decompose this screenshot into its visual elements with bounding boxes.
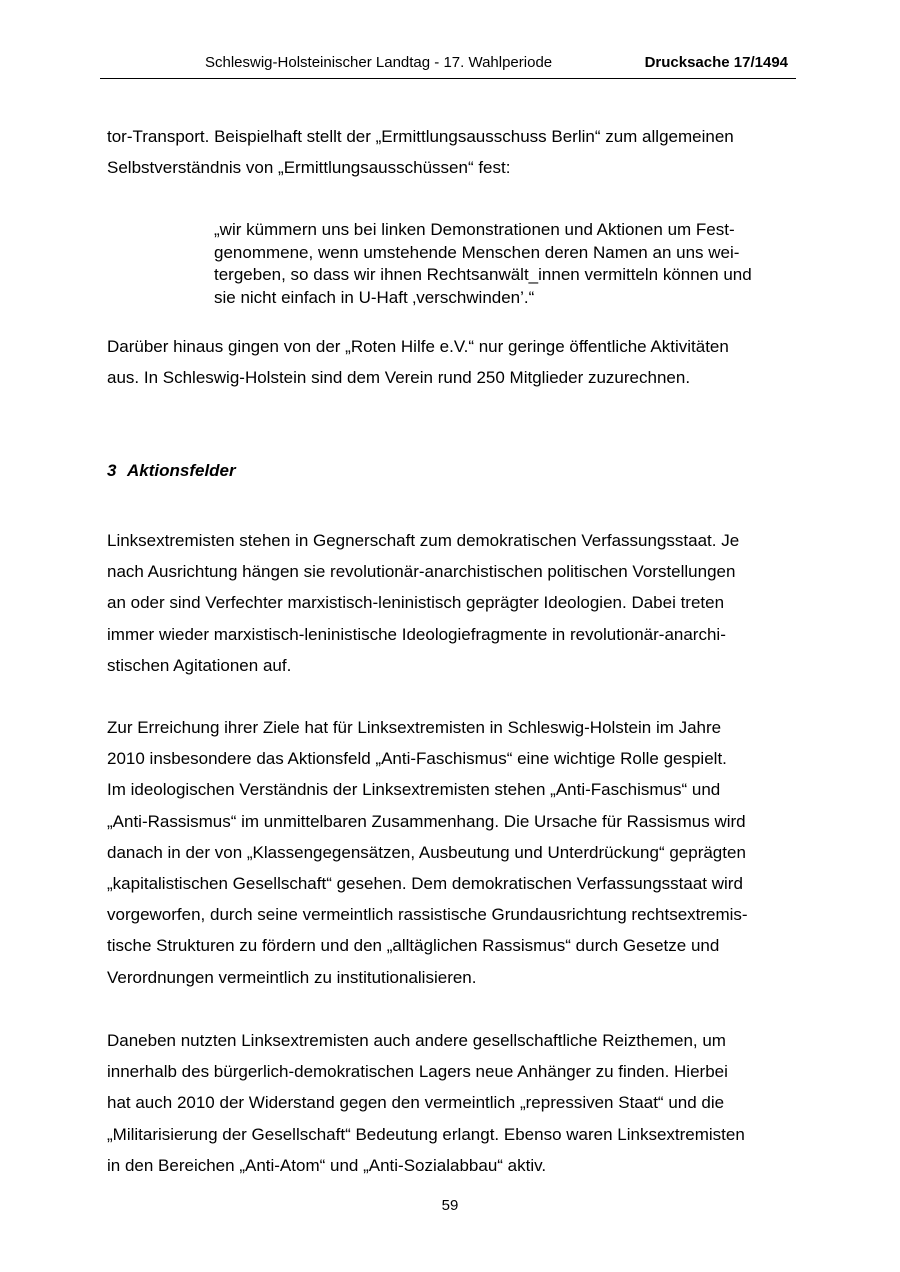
text-line: stischen Agitationen auf. [107,655,292,675]
quote-line: tergeben, so dass wir ihnen Rechtsanwält_innen vermitteln können und [214,265,752,284]
text-line: Selbstverständnis von „Ermittlungsausschüssen“ fest: [107,158,511,178]
text-line: Verordnungen vermeintlich zu institutionalisieren. [107,967,477,987]
section-title: Aktionsfelder [127,461,236,480]
block-quote [214,219,794,309]
text-line: tor-Transport. Beispielhaft stellt der „Ermittlungsausschuss Berlin“ zum allgemeinen [107,127,734,146]
quote-line: sie nicht einfach in U-Haft ‚verschwinden’.“ [214,287,535,307]
text-line: an oder sind Verfechter marxistisch-leninistisch geprägter Ideologien. Dabei treten [107,593,725,613]
text-line: Zur Erreichung ihrer Ziele hat für Linksextremisten in Schleswig-Holstein im Jahre [107,718,722,737]
text-line: nach Ausrichtung hängen sie revolutionär-anarchistischen politischen Vorstellungen [107,562,736,582]
paragraph-gegnerschaft [107,525,797,681]
section-number: 3 [107,461,117,480]
text-line: in den Bereichen „Anti-Atom“ und „Anti-Sozialabbau“ aktiv. [107,1155,547,1175]
paragraph-reizthemen [107,1025,797,1181]
text-line: „Militarisierung der Gesellschaft“ Bedeutung erlangt. Ebenso waren Linksextremisten [107,1124,745,1144]
paragraph-anti-faschismus [107,712,797,993]
text-line: vorgeworfen, durch seine vermeintlich rassistische Grundausrichtung rechtsextremis- [107,905,748,925]
document-number: Drucksache 17/1494 [644,54,788,71]
header-title: Schleswig-Holsteinischer Landtag - 17. Wahlperiode [205,54,553,71]
text-line: 2010 insbesondere das Aktionsfeld „Anti-Faschismus“ eine wichtige Rolle gespielt. [107,749,727,769]
text-line: hat auch 2010 der Widerstand gegen den vermeintlich „repressiven Staat“ und die [107,1093,725,1113]
text-line: innerhalb des bürgerlich-demokratischen Lagers neue Anhänger zu finden. Hierbei [107,1062,728,1082]
text-line: Daneben nutzten Linksextremisten auch andere gesellschaftliche Reizthemen, um [107,1031,726,1050]
quote-line: genommene, wenn umstehende Menschen deren Namen an uns wei- [214,242,740,262]
text-line: Linksextremisten stehen in Gegnerschaft zum demokratischen Verfassungsstaat. Je [107,531,740,550]
text-line: „Anti-Rassismus“ im unmittelbaren Zusammenhang. Die Ursache für Rassismus wird [107,811,746,831]
text-line: Im ideologischen Verständnis der Linksextremisten stehen „Anti-Faschismus“ und [107,780,721,800]
quote-line: „wir kümmern uns bei linken Demonstrationen und Aktionen um Fest- [214,220,735,239]
text-line: danach in der von „Klassengegensätzen, Ausbeutung und Unterdrückung“ geprägten [107,842,746,862]
text-line: immer wieder marxistisch-leninistische Ideologiefragmente in revolutionär-anarchi- [107,624,726,644]
text-line: Darüber hinaus gingen von der „Roten Hilfe e.V.“ nur geringe öffentliche Aktivitäten [107,337,729,356]
text-line: „kapitalistischen Gesellschaft“ gesehen. Dem demokratischen Verfassungsstaat wird [107,874,743,894]
text-line: tische Strukturen zu fördern und den „alltäglichen Rassismus“ durch Gesetze und [107,936,720,956]
page-number: 59 [441,1197,459,1214]
page-header [100,52,796,79]
paragraph-rote-hilfe [107,331,797,393]
section-heading [107,458,236,484]
text-line: aus. In Schleswig-Holstein sind dem Verein rund 250 Mitglieder zuzurechnen. [107,368,691,388]
paragraph-intro [107,121,797,183]
